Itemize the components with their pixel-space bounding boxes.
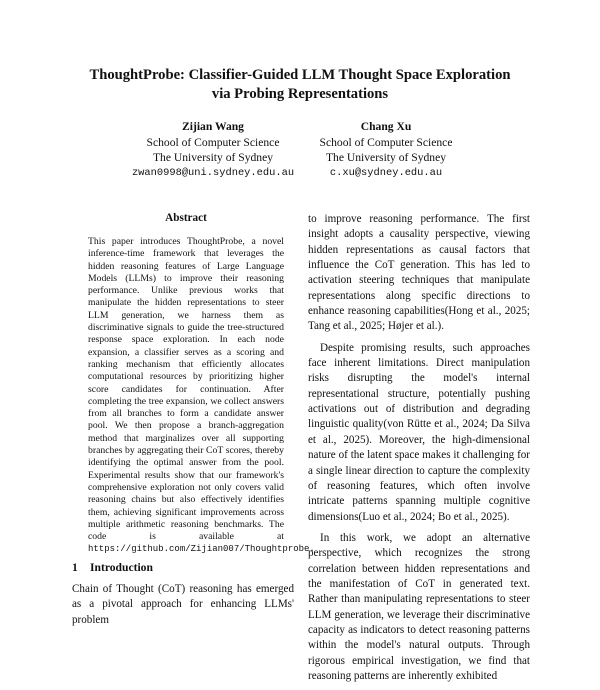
paper-title: [40, 66, 560, 104]
abstract-heading: Abstract: [165, 212, 207, 224]
paper-title-line-2: via Probing Representations: [211, 86, 389, 102]
abstract-body: [88, 236, 315, 556]
right-paragraph-3: In this work, we adopt an alternative perspective, which recognizes the strong correlation between hidden representations and the manifestation of CoT in generated text. Rather than manipulating representations to steer LLM generation, we leverage their discriminative capacity as indicators to detect reasoning patterns within the model's natural outputs. Through rigorous empirical investigation, we find that reasoning patterns are inherently exhibited: [308, 531, 530, 682]
author-affiliation: School of Computer Science: [319, 135, 453, 149]
right-paragraph-1: to improve reasoning performance. The first insight adopts a causality perspective, viewing hidden representations as causal factors that influence the CoT generation. This has led to activation steering techniques that manipulate representations along specific directions to enhance reasoning capabilities(Hong et al., 2025; Tang et al., 2025; Højer et al.).: [308, 213, 530, 333]
abstract-text: This paper introduces ThoughtProbe, a novel inference-time framework that leverages the hidden reasoning features of Large Language Models (LLMs) to improve their reasoning performance. Unlike previous works that manipulate the hidden representations to steer LLM generation, we harness them as discriminative signals to guide the tree-structured response space exploration. In each node expansion, a classifier serves as a scoring and ranking mechanism that efficiently allocates computational resources by prioritizing higher score candidates for continuation. After completing the tree expansion, we collect answers from all branches to form a candidate answer pool. We then propose a branch-aggregation method that marginalizes over all supporting branches by aggregating their CoT scores, thereby identifying the optimal answer from the pool. Experimental results show that our framework's comprehensive exploration not only covers valid reasoning chains but also effectively identifies them, achieving significant improvements across multiple arithmetic reasoning benchmarks. The code is available at: [88, 236, 284, 543]
author-email: zwan0998@uni.sydney.edu.au: [131, 167, 295, 180]
section-heading-introduction: [72, 560, 302, 575]
author-name: Zijian Wang: [182, 120, 244, 133]
right-paragraph-2: Despite promising results, such approaches face inherent limitations. Direct manipulation risks disrupting the model's internal representational structure, potentially pushing activations out of distribution and degrading linguistic quality(von Rütte et al., 2024; Da Silva et al., 2025). Moreover, the high-dimensional nature of the latent space makes it challenging for a single linear direction to capture the complexity of reasoning features, which often involve intricate patterns spanning multiple cognitive dimensions(Luo et al., 2024; Bo et al., 2025).: [308, 341, 530, 523]
section-number: 1: [72, 561, 78, 574]
author-email: c.xu@sydney.edu.au: [329, 167, 443, 180]
author-institution: The University of Sydney: [325, 151, 447, 165]
right-column: [308, 212, 530, 690]
author-affiliation: School of Computer Science: [146, 135, 280, 149]
author-name: Chang Xu: [360, 120, 412, 133]
intro-paragraph-left: Chain of Thought (CoT) reasoning has emerged as a pivotal approach for enhancing LLMs' problem: [72, 583, 294, 626]
paper-title-line-1: ThoughtProbe: Classifier-Guided LLM Thought Space Exploration: [89, 67, 511, 83]
code-link[interactable]: https://github.com/Zijian007/Thoughtprobe.: [88, 544, 315, 555]
author-block-2: [276, 119, 496, 182]
section-title: Introduction: [90, 561, 153, 574]
author-institution: The University of Sydney: [152, 151, 274, 165]
